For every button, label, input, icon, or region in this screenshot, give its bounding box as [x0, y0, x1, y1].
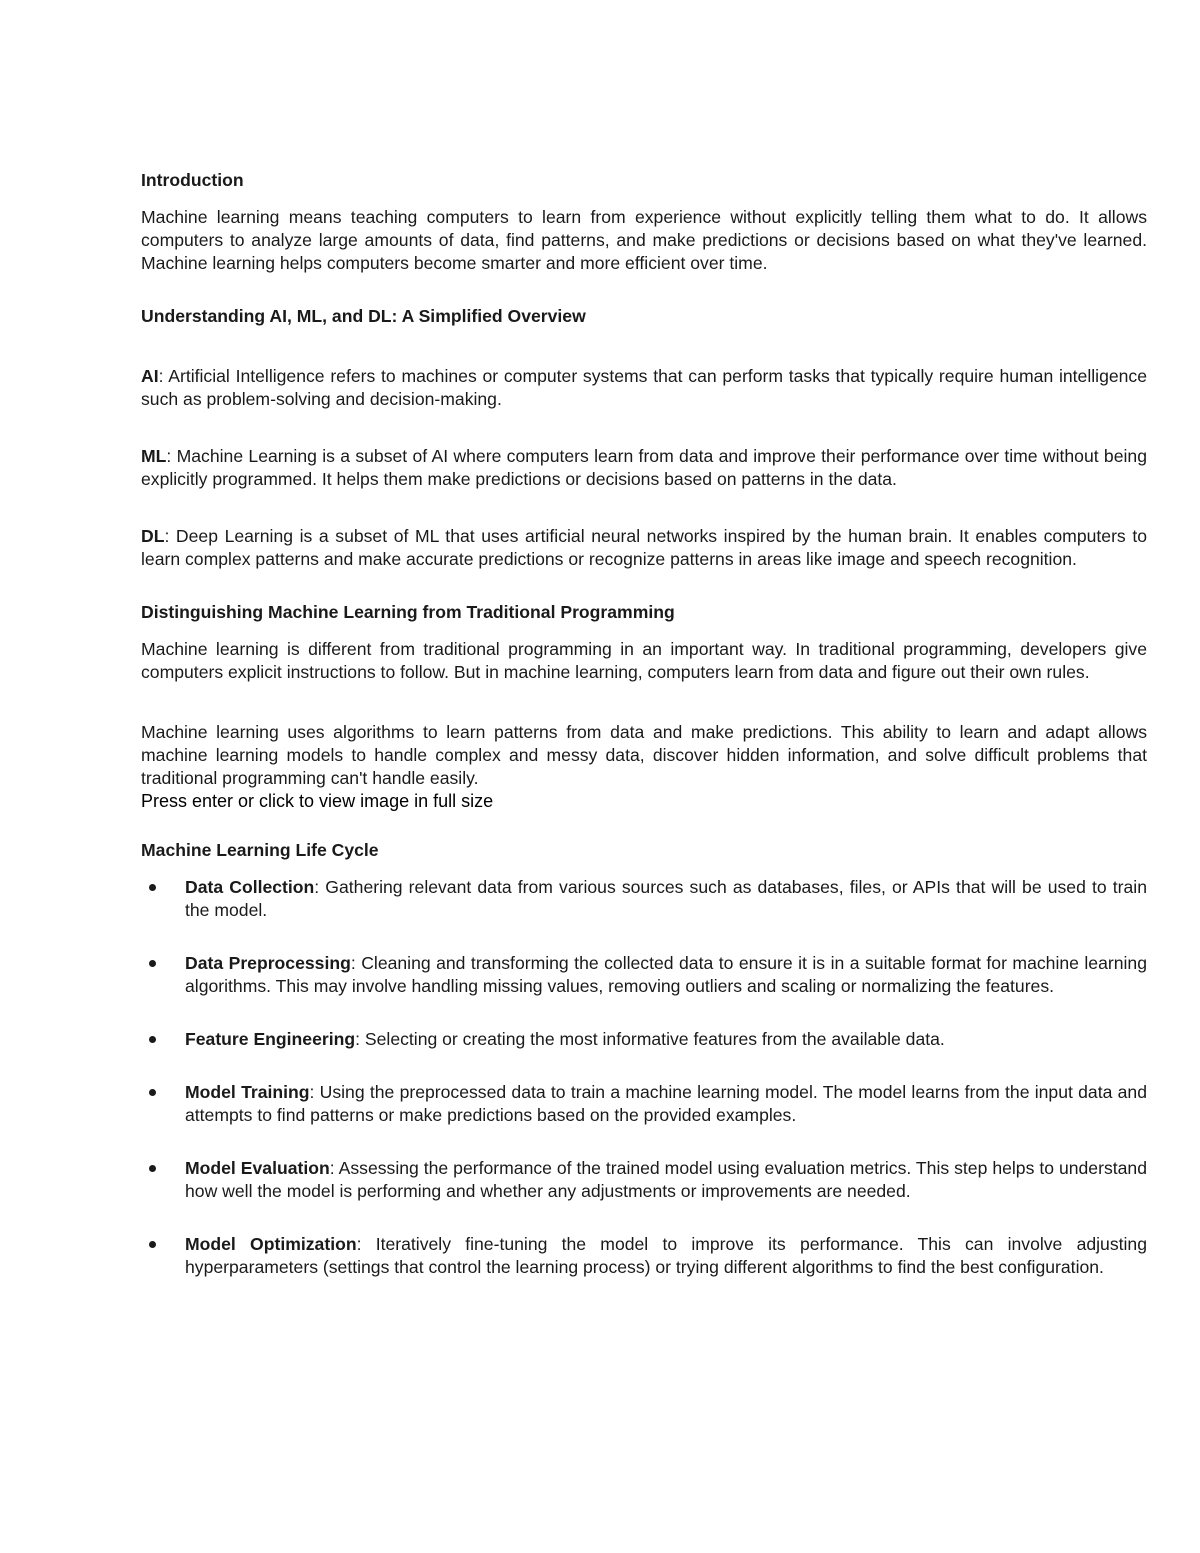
- step-text: : Using the preprocessed data to train a machine learning model. The model learns from the input data and attempts to find patterns or make predictions based on the provided examples.: [185, 1082, 1147, 1125]
- intro-heading: Introduction: [141, 170, 244, 190]
- step-text: : Assessing the performance of the trained model using evaluation metrics. This step helps to understand how well the model is performing and whether any adjustments or improvements are needed.: [185, 1158, 1147, 1201]
- bullet-icon: [149, 960, 156, 967]
- document-page: [141, 168, 1147, 1279]
- step-term: Model Optimization: [185, 1234, 357, 1254]
- step-term: Feature Engineering: [185, 1029, 356, 1049]
- list-item: [141, 876, 1147, 922]
- list-item: [141, 1081, 1147, 1127]
- ml-term: ML: [141, 446, 167, 466]
- bullet-icon: [149, 1036, 156, 1043]
- intro-paragraph: Machine learning means teaching computers to learn from experience without explicitly telling them what to do. It allows computers to analyze large amounts of data, find patterns, and make predictions or decisions based on what they've learned. Machine learning helps computers become smarter and more efficient over time.: [141, 207, 1147, 273]
- ml-text: : Machine Learning is a subset of AI where computers learn from data and improve their performance over time without being explicitly programmed. It helps them make predictions or decisions based on patterns in the data.: [141, 446, 1147, 489]
- step-text: : Iteratively fine-tuning the model to improve its performance. This can involve adjusting hyperparameters (settings that control the learning process) or trying different algorithms to find the best configuration.: [185, 1234, 1147, 1277]
- step-text: : Selecting or creating the most informative features from the available data.: [355, 1029, 945, 1049]
- step-term: Model Evaluation: [185, 1158, 330, 1178]
- distinguish-paragraph-1: Machine learning is different from traditional programming in an important way. In traditional programming, developers give computers explicit instructions to follow. But in machine learning, computers learn from data and figure out their own rules.: [141, 639, 1147, 682]
- dl-text: : Deep Learning is a subset of ML that uses artificial neural networks inspired by the human brain. It enables computers to learn complex patterns and make accurate predictions or recognize patterns in areas like image and speech recognition.: [141, 526, 1147, 569]
- step-text: : Cleaning and transforming the collected data to ensure it is in a suitable format for machine learning algorithms. This may involve handling missing values, removing outliers and scaling or normalizing the features.: [185, 953, 1147, 996]
- ai-text: : Artificial Intelligence refers to machines or computer systems that can perform tasks that typically require human intelligence such as problem-solving and decision-making.: [141, 366, 1147, 409]
- overview-heading: Understanding AI, ML, and DL: A Simplified Overview: [141, 306, 586, 326]
- list-item: [141, 1157, 1147, 1203]
- distinguish-heading: Distinguishing Machine Learning from Traditional Programming: [141, 602, 675, 622]
- step-term: Data Collection: [185, 877, 315, 897]
- bullet-icon: [149, 1165, 156, 1172]
- step-term: Model Training: [185, 1082, 310, 1102]
- dl-definition: [141, 525, 1147, 571]
- bullet-icon: [149, 1241, 156, 1248]
- view-image-hint[interactable]: Press enter or click to view image in full size: [141, 791, 494, 811]
- bullet-icon: [149, 1089, 156, 1096]
- list-item: [141, 1028, 1147, 1051]
- ai-term: AI: [141, 366, 159, 386]
- lifecycle-heading: Machine Learning Life Cycle: [141, 840, 379, 860]
- ai-definition: [141, 365, 1147, 411]
- list-item: [141, 952, 1147, 998]
- step-text: : Gathering relevant data from various sources such as databases, files, or APIs that will be used to train the model.: [185, 877, 1147, 920]
- distinguish-paragraph-2: Machine learning uses algorithms to learn patterns from data and make predictions. This ability to learn and adapt allows machine learning models to handle complex and messy data, discover hidden information, and solve difficult problems that traditional programming can't handle easily.: [141, 722, 1147, 788]
- ml-definition: [141, 445, 1147, 491]
- dl-term: DL: [141, 526, 165, 546]
- list-item: [141, 1233, 1147, 1279]
- bullet-icon: [149, 884, 156, 891]
- step-term: Data Preprocessing: [185, 953, 351, 973]
- lifecycle-list: [141, 876, 1147, 1279]
